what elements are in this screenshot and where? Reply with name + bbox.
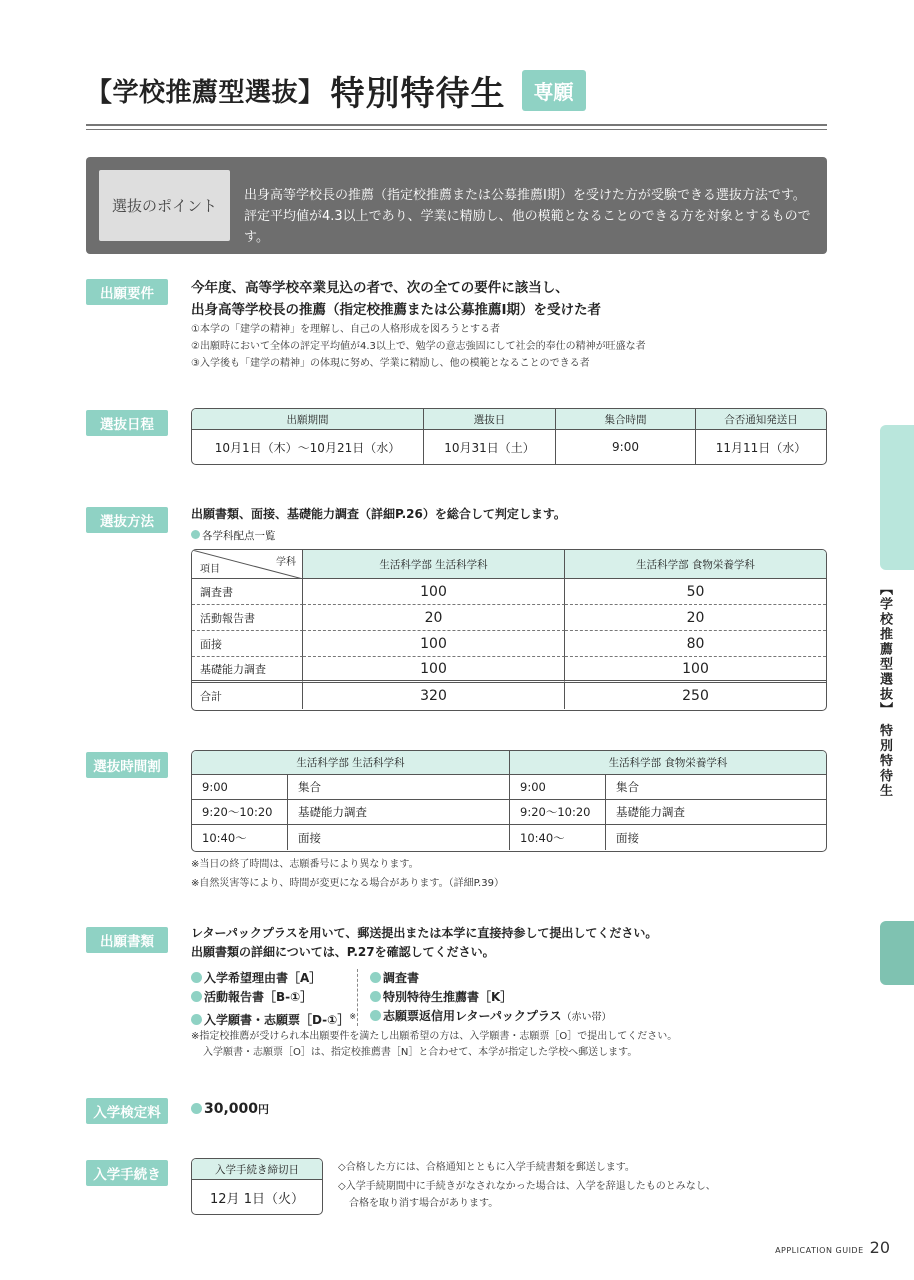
timetable-event: 集合 [288,775,510,800]
score-item: 面接 [192,631,303,657]
department-header: 生活科学部 食物栄養学科 [565,550,826,579]
score-total-label: 合計 [192,683,303,709]
bullet-icon [191,530,200,539]
bullet-icon [370,1010,381,1021]
timetable-table [191,750,827,852]
section-label-requirements: 出願要件 [86,279,168,305]
page-title [86,66,586,115]
score-value: 80 [565,631,826,657]
corner-top: 学科 [276,557,296,568]
section-label-schedule: 選抜日程 [86,410,168,436]
timetable-event: 面接 [288,825,510,850]
score-table-corner [192,550,303,579]
timetable-event: 集合 [606,775,826,800]
timetable-time: 9:00 [192,775,288,800]
method-sub-label: 各学科配点一覧 [202,530,276,542]
requirements-list [191,321,646,372]
timetable-time: 9:20～10:20 [510,800,606,825]
enrollment-note: 合格を取り消す場合があります。 [349,1198,499,1209]
score-value: 100 [303,631,565,657]
title-main: 特別特待生 [330,74,506,114]
requirement-item: ①本学の「建学の精神」を理解し、自己の人格形成を図ろうとする者 [191,324,500,335]
score-value: 100 [303,579,565,605]
list-divider [357,969,358,1026]
document-item-label: 入学願書・志願票［D-①］ [204,1013,350,1027]
score-value: 100 [565,657,826,683]
enrollment-note: ◇合格した方には、合格通知とともに入学手続書類を郵送します。 [338,1162,635,1173]
documents-right-list [370,969,612,1027]
selection-point-text [244,185,827,248]
timetable-dept-header: 生活科学部 食物栄養学科 [510,751,826,775]
documents-left-list [191,969,356,1030]
document-item [191,988,356,1007]
selection-point-label: 選抜のポイント [99,170,230,241]
score-item: 基礎能力調査 [192,657,303,683]
schedule-header: 集合時間 [556,409,696,430]
document-item-label: 志願票返信用レターパックプラス [383,1009,562,1023]
document-item-label: 活動報告書［B-①］ [204,990,313,1004]
fee-value: 30,000 [204,1101,259,1117]
document-item-label: 特別特待生推薦書［K］ [383,990,513,1004]
requirements-heading-line: 今年度、高等学校卒業見込の者で、次の全ての要件に該当し、 [191,280,569,296]
deadline-header: 入学手続き締切日 [192,1159,322,1180]
schedule-value: 11月11日（水） [715,440,807,455]
score-total: 320 [303,683,565,709]
bullet-icon [191,1103,202,1114]
schedule-header: 合否通知発送日 [696,409,826,430]
divider [86,124,827,126]
requirements-heading [191,277,601,321]
selection-point-box [86,157,827,254]
score-value: 20 [303,605,565,631]
score-table [191,549,827,711]
enrollment-note: ◇入学手続期間中に手続きがなされなかった場合は、入学を辞退したものとみなし、 [338,1181,716,1192]
schedule-value: 10月31日（土） [424,430,556,464]
bullet-icon [191,991,202,1002]
requirement-item: ②出願時において全体の評定平均値が4.3以上で、勉学の意志強固にして社会的奉仕の精神が旺盛な者 [191,341,646,352]
score-total: 250 [682,688,709,704]
section-label-method: 選抜方法 [86,507,168,533]
bullet-icon [191,972,202,983]
section-label-enrollment: 入学手続き [86,1160,168,1186]
footer [775,1238,890,1257]
footer-guide: APPLICATION GUIDE [775,1246,864,1255]
score-value: 100 [303,657,565,683]
page-number: 20 [869,1238,890,1257]
schedule-value: 9:00 [556,430,696,464]
score-value: 20 [565,605,826,631]
document-item [370,969,612,988]
bullet-icon [191,1014,202,1025]
point-line: 評定平均値が4.3以上であり、学業に精励し、他の模範となることのできる方を対象とするものです。 [244,209,811,245]
documents-note: 入学願書・志願票［O］は、指定校推薦書［N］と合わせて、本学が指定した学校へ郵送します。 [203,1047,638,1058]
timetable-time: 10:40～ [510,825,606,850]
fee-amount [191,1101,269,1117]
score-item: 調査書 [192,579,303,605]
document-item [370,988,612,1007]
timetable-dept-header: 生活科学部 生活科学科 [192,751,510,775]
fee-unit: 円 [258,1103,270,1116]
documents-text-line: レターパックプラスを用いて、郵送提出または本学に直接持参して提出してください。 [191,926,658,940]
schedule-header: 選抜日 [424,409,556,430]
corner-bottom: 項目 [200,564,220,575]
documents-notes [191,1029,677,1061]
score-item: 活動報告書 [192,605,303,631]
timetable-note: ※自然災害等により、時間が変更になる場合があります。（詳細P.39） [191,878,504,889]
document-item-label: 入学希望理由書［A］ [204,971,322,985]
schedule-value: 10月1日（木）～10月21日（水） [192,430,424,464]
timetable-event: 基礎能力調査 [288,800,510,825]
enrollment-deadline-box [191,1158,323,1215]
timetable-time: 9:20～10:20 [192,800,288,825]
score-value: 50 [565,579,826,605]
deadline-value: 12月 1日（火） [210,1191,304,1207]
timetable-notes [191,855,504,893]
document-item-suffix: （赤い帯） [561,1012,612,1023]
timetable-note: ※当日の終了時間は、志願番号により異なります。 [191,859,419,870]
point-line: 出身高等学校長の推薦（指定校推薦または公募推薦Ⅰ期）を受けた方が受験できる選抜方法です。 [244,188,806,203]
bullet-icon [370,972,381,983]
bullet-icon [370,991,381,1002]
document-item-label: 調査書 [383,971,420,985]
timetable-event: 基礎能力調査 [606,800,826,825]
side-tab[interactable] [880,425,914,570]
note-mark: ※ [349,1012,357,1021]
section-label-timetable: 選抜時間割 [86,752,168,778]
section-label-documents: 出願書類 [86,927,168,953]
timetable-event: 面接 [616,830,639,845]
title-bracket: 【学校推薦型選抜】 [86,78,325,108]
documents-text [191,924,657,962]
document-item [191,969,356,988]
section-label-fee: 入学検定料 [86,1098,168,1124]
exclusive-badge: 専願 [522,70,586,111]
side-tab[interactable] [880,921,914,985]
schedule-table [191,408,827,465]
divider [86,129,827,130]
method-text: 出願書類、面接、基礎能力調査（詳細P.26）を総合して判定します。 [191,507,566,521]
timetable-time: 9:00 [510,775,606,800]
department-header: 生活科学部 生活科学科 [303,550,565,579]
documents-note: ※指定校推薦が受けられ本出願要件を満たし出願希望の方は、入学願書・志願票［O］で提出してください。 [191,1031,678,1042]
documents-text-line: 出願書類の詳細については、P.27を確認してください。 [191,945,495,959]
schedule-header: 出願期間 [192,409,424,430]
side-vertical-title: 【学校推薦型選抜】 特別特待生 [877,582,892,799]
enrollment-notes [338,1159,716,1212]
requirements-heading-line: 出身高等学校長の推薦（指定校推薦または公募推薦Ⅰ期）を受けた者 [191,302,602,318]
document-item [191,1007,356,1030]
document-item [370,1007,612,1027]
method-sub [191,528,276,543]
requirement-item: ③入学後も「建学の精神」の体現に努め、学業に精励し、他の模範となることのできる者 [191,358,590,369]
timetable-time: 10:40～ [192,825,288,850]
